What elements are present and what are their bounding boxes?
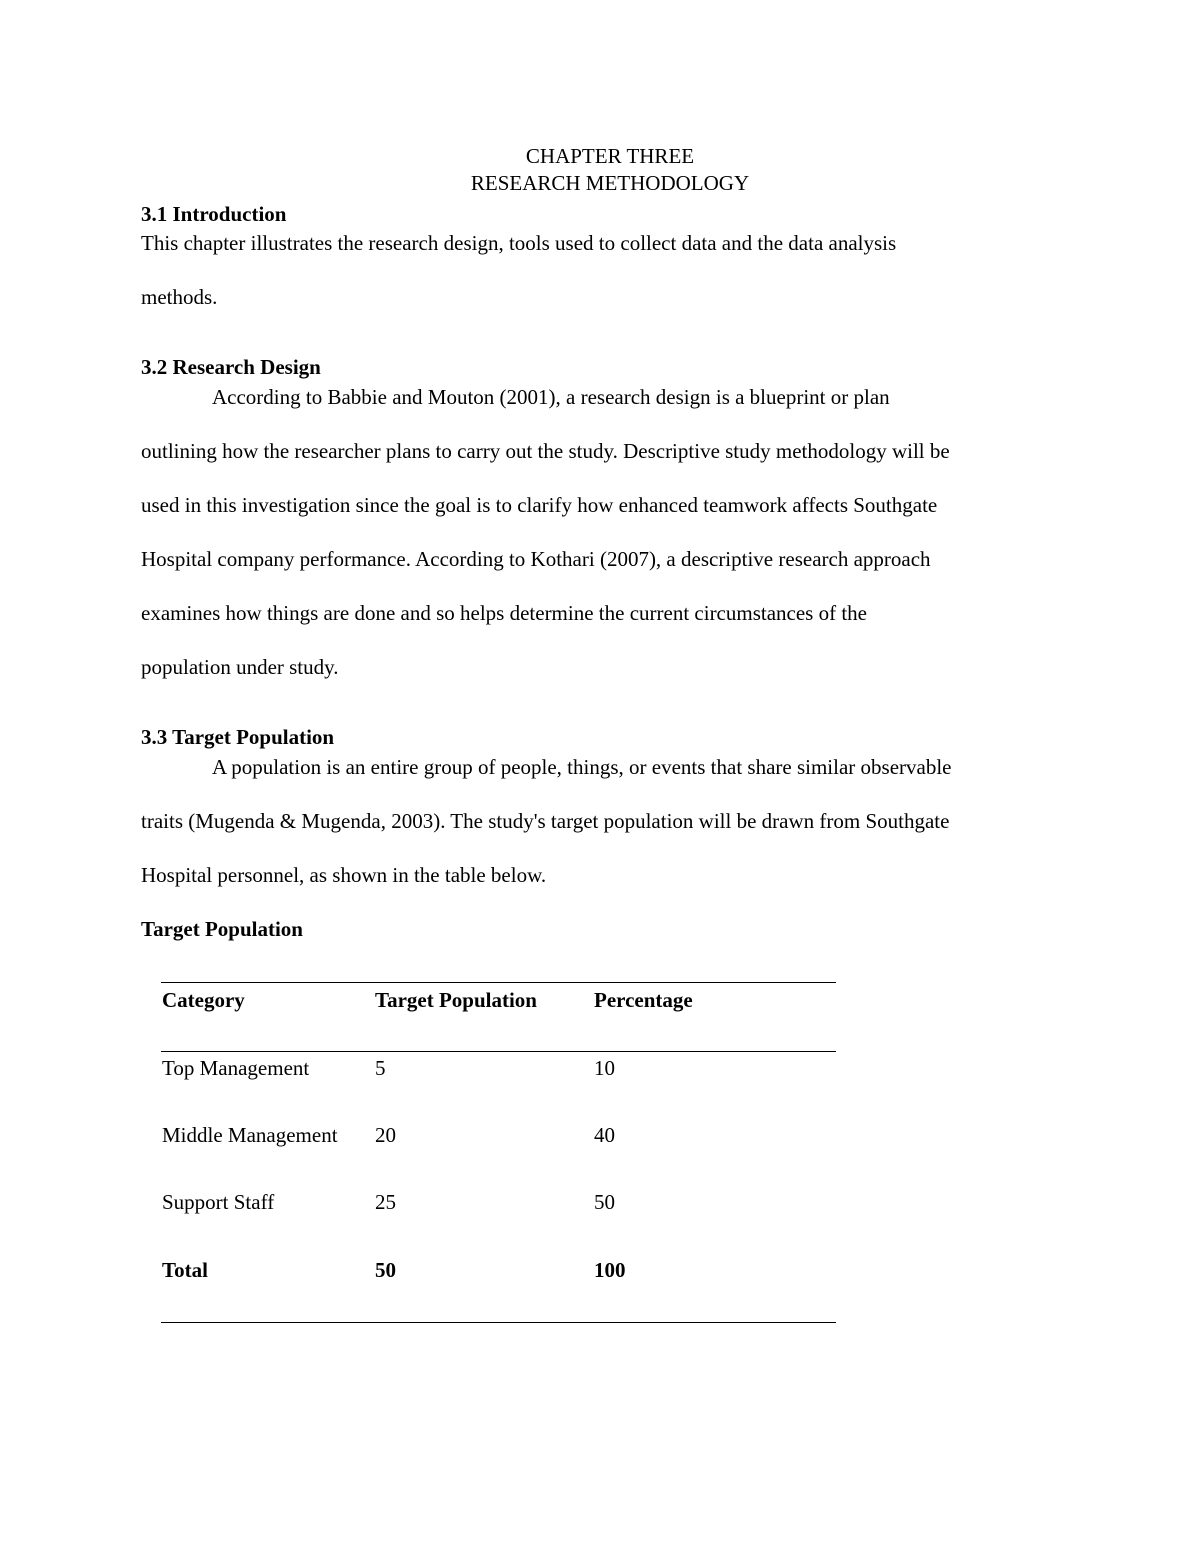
table-bottom-rule: [161, 1322, 836, 1323]
table-top-rule: [161, 982, 836, 983]
table-caption: Target Population: [141, 917, 303, 941]
chapter-title: RESEARCH METHODOLOGY: [470, 171, 750, 195]
table-header-cell: Percentage: [594, 988, 693, 1012]
research-design-line: According to Babbie and Mouton (2001), a research design is a blueprint or plan: [212, 385, 890, 409]
table-cell: 10: [594, 1056, 615, 1080]
target-population-line: A population is an entire group of people, things, or events that share similar observable: [212, 755, 952, 779]
table-cell: 40: [594, 1123, 615, 1147]
table-total-cell: Total: [162, 1258, 208, 1282]
research-design-line: used in this investigation since the goal is to clarify how enhanced teamwork affects Southgate: [141, 493, 938, 517]
table-header-cell: Category: [162, 988, 245, 1012]
table-total-cell: 50: [375, 1258, 396, 1282]
table-header-cell: Target Population: [375, 988, 537, 1012]
table-cell: 20: [375, 1123, 396, 1147]
table-cell: 5: [375, 1056, 386, 1080]
section-heading-introduction: 3.1 Introduction: [141, 202, 287, 226]
table-cell: Top Management: [162, 1056, 310, 1080]
research-design-line: population under study.: [141, 655, 339, 679]
target-population-line: traits (Mugenda & Mugenda, 2003). The study's target population will be drawn from Southgate: [141, 809, 950, 833]
research-design-line: examines how things are done and so helps determine the current circumstances of the: [141, 601, 868, 625]
section-heading-target-population: 3.3 Target Population: [141, 725, 335, 749]
introduction-line: This chapter illustrates the research design, tools used to collect data and the data analysis: [141, 231, 897, 255]
section-heading-research-design: 3.2 Research Design: [141, 355, 321, 379]
table-header-rule: [161, 1051, 836, 1052]
introduction-line: methods.: [141, 285, 218, 309]
table-cell: 50: [594, 1190, 615, 1214]
research-design-line: Hospital company performance. According to Kothari (2007), a descriptive research approach: [141, 547, 931, 571]
chapter-number: CHAPTER THREE: [525, 144, 695, 168]
table-cell: Middle Management: [162, 1123, 338, 1147]
table-cell: 25: [375, 1190, 396, 1214]
target-population-line: Hospital personnel, as shown in the table below.: [141, 863, 547, 887]
table-cell: Support Staff: [162, 1190, 275, 1214]
table-total-cell: 100: [594, 1258, 626, 1282]
research-design-line: outlining how the researcher plans to carry out the study. Descriptive study methodology will be: [141, 439, 950, 463]
